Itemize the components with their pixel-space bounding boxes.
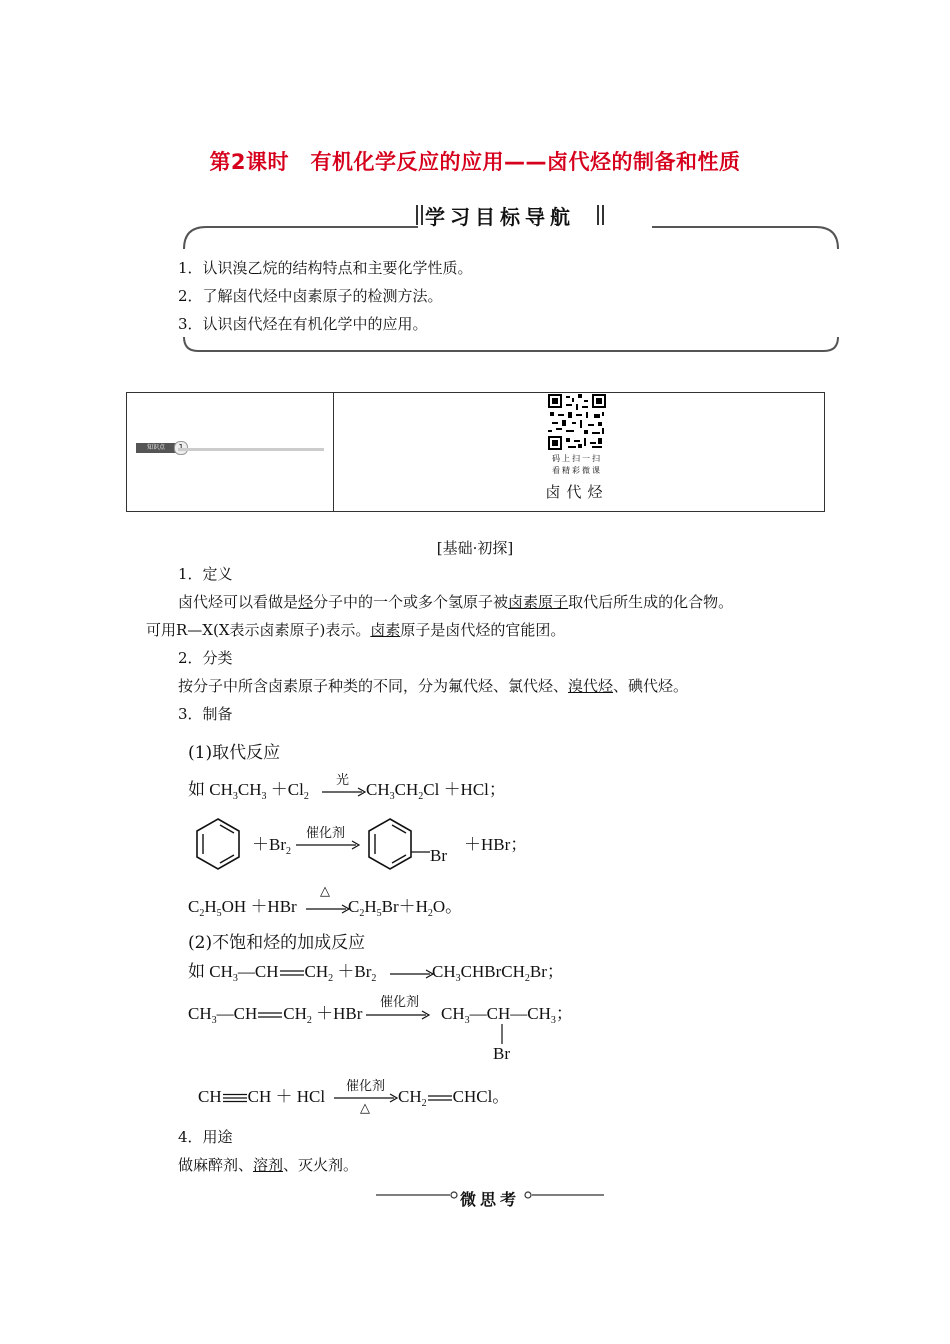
blank-answer-halogen: 卤素 xyxy=(370,621,401,639)
goal-header-bracket-right xyxy=(594,203,608,227)
blank-answer-hydrocarbon: 烃 xyxy=(298,593,314,611)
definition-line-1 xyxy=(178,592,733,612)
think-label: 微思考 xyxy=(460,1190,521,1209)
text: 、灭火剂。 xyxy=(283,1156,359,1174)
goal-item-3: 3．认识卤代烃在有机化学中的应用。 xyxy=(178,315,428,333)
reaction-1-product: $CH_3CH_2Cl +HCl$； xyxy=(366,780,506,802)
reaction-propene-br2: 如 $CH_3—CH$ $CH_2 +Br_2$ xyxy=(188,962,377,984)
badge-rule xyxy=(178,448,324,451)
text: 做麻醉剂、 xyxy=(178,1156,254,1174)
reaction-ethanol-hbr: $C_2H_5OH +HBr$ xyxy=(188,897,297,919)
reaction-5-product: $CH_3—CH—CH_3$； xyxy=(441,1004,573,1026)
classification-heading: 2．分类 xyxy=(178,649,233,667)
reaction-arrow xyxy=(306,904,350,914)
text: 可用R—X(X表示卤素原子)表示。 xyxy=(146,621,371,639)
reaction-acetylene-hcl: CH CH ＋ HCl xyxy=(198,1087,326,1106)
think-rule-left xyxy=(376,1189,458,1201)
reaction-2-reagent: $+Br_2$ xyxy=(252,835,291,857)
condition-heat: △ xyxy=(360,1101,370,1116)
definition-heading: 1．定义 xyxy=(178,565,233,583)
condition-heat: △ xyxy=(320,884,330,899)
reaction-3-product: $C_2H_5Br+H_2O$。 xyxy=(348,897,463,919)
uses-heading: 4．用途 xyxy=(178,1128,233,1146)
reaction-arrow xyxy=(390,969,434,979)
qr-table xyxy=(126,392,825,512)
reaction-arrow xyxy=(322,787,366,797)
condition-light: 光 xyxy=(336,773,350,788)
qr-code-icon[interactable] xyxy=(548,394,606,450)
condition-catalyst: 催化剂 xyxy=(380,995,420,1010)
qr-caption-watch: 看精彩微课 xyxy=(552,466,602,475)
benzene-ring-icon xyxy=(194,816,242,872)
reaction-arrow xyxy=(366,1010,430,1020)
condition-catalyst: 催化剂 xyxy=(306,826,346,841)
section-tag: [基础·初探] xyxy=(436,539,514,557)
page-title: 第2课时 有机化学反应的应用——卤代烃的制备和性质 xyxy=(209,150,741,174)
qr-table-divider xyxy=(333,392,334,511)
addition-subheading: (2)不饱和烃的加成反应 xyxy=(188,933,366,953)
bromine-substituent: Br xyxy=(430,846,447,865)
bond-line xyxy=(500,1024,504,1044)
goal-item-1: 1．认识溴乙烷的结构特点和主要化学性质。 xyxy=(178,259,473,277)
think-rule-right xyxy=(524,1189,606,1201)
bromine-substituent: Br xyxy=(493,1044,510,1063)
reaction-arrow xyxy=(296,840,360,850)
knowledge-point-badge: 知识点 xyxy=(136,443,176,453)
condition-catalyst: 催化剂 xyxy=(346,1079,386,1094)
qr-caption-scan: 码上扫一扫 xyxy=(552,454,602,463)
substitution-subheading: (1)取代反应 xyxy=(188,743,281,763)
reaction-6-product: $CH_2$ CHCl。 xyxy=(398,1087,510,1109)
blank-answer-halogen-atom: 卤素原子 xyxy=(508,593,569,611)
classification-line xyxy=(178,676,688,696)
text: 卤代烃可以看做是 xyxy=(178,593,299,611)
blank-answer-solvent: 溶剂 xyxy=(253,1156,284,1174)
blank-answer-bromo: 溴代烃 xyxy=(568,677,614,695)
preparation-heading: 3．制备 xyxy=(178,705,233,723)
definition-line-2 xyxy=(146,620,565,640)
qr-topic-label: 卤代烃 xyxy=(545,483,609,501)
text: 分子中的一个或多个氢原子被 xyxy=(313,593,509,611)
goal-header: 学习目标导航 xyxy=(425,205,575,229)
text: 原子是卤代烃的官能团。 xyxy=(400,621,566,639)
text: 取代后所生成的化合物。 xyxy=(568,593,734,611)
reaction-2-byproduct: ＋HBr； xyxy=(464,835,528,854)
uses-line xyxy=(178,1155,358,1175)
text: 、碘代烃。 xyxy=(613,677,689,695)
bromobenzene-ring-icon xyxy=(366,816,432,872)
reaction-propene-hbr: $CH_3—CH$ $CH_2 +HBr$ xyxy=(188,1004,363,1026)
reaction-ethane-chlorination: 如 $CH_3CH_3 +Cl_2$ xyxy=(188,780,309,802)
text: 按分子中所含卤素原子种类的不同，分为氟代烃、氯代烃、 xyxy=(178,677,569,695)
reaction-4-product: $CH_3CHBrCH_2Br$； xyxy=(432,962,564,984)
goal-item-2: 2．了解卤代烃中卤素原子的检测方法。 xyxy=(178,287,443,305)
